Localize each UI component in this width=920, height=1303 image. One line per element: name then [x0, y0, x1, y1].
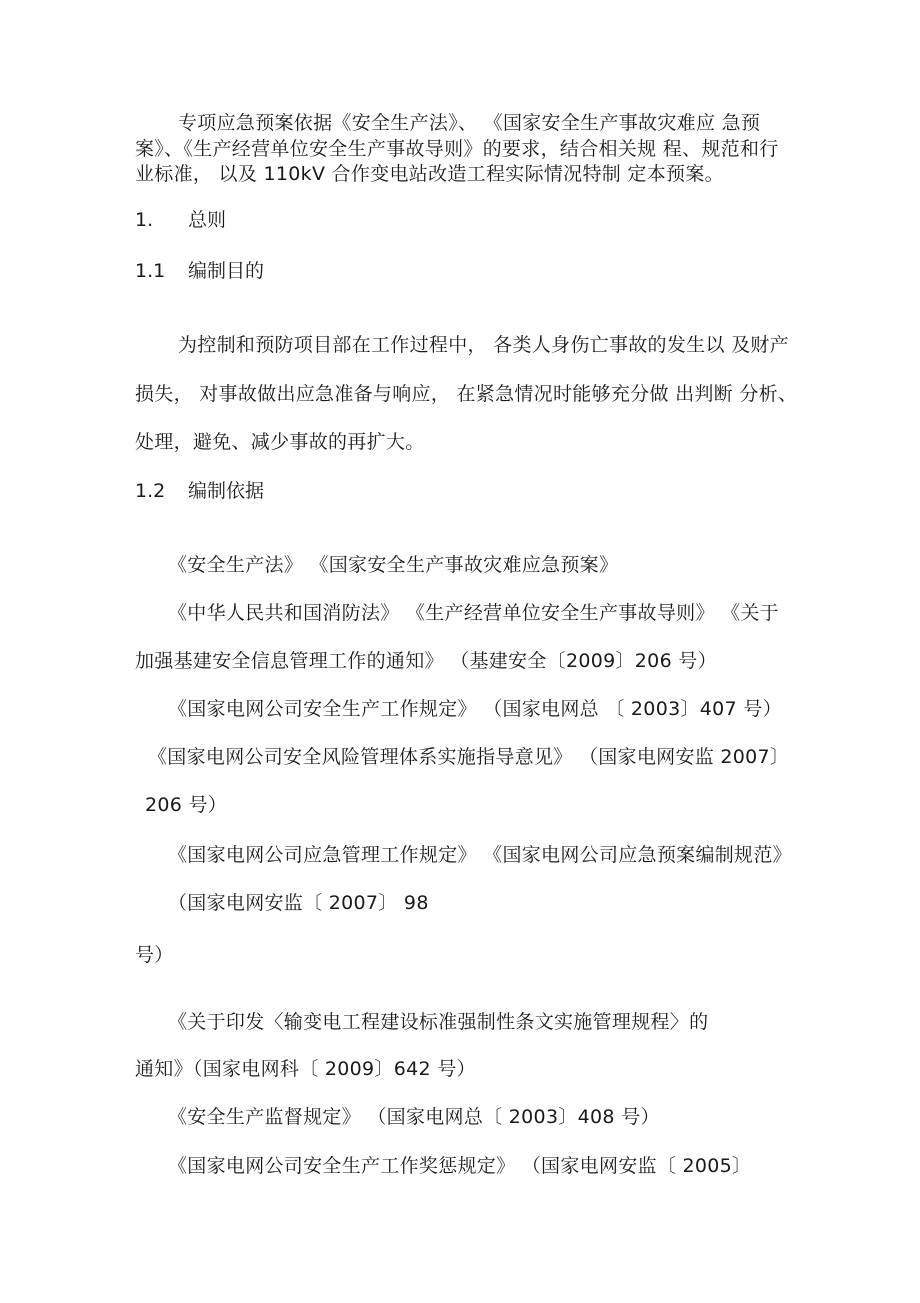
section-title: 编制目的	[188, 260, 265, 282]
reference-line: 《安全生产监督规定》 （国家电网总〔 2003〕408 号）	[168, 1106, 660, 1128]
purpose-line-2: 损失， 对事故做出应急准备与响应， 在紧急情况时能够充分做 出判断 分析、	[135, 383, 798, 405]
reference-line: （国家电网安监〔 2007〕 98	[168, 892, 429, 914]
reference-line: 加强基建安全信息管理工作的通知》 （基建安全〔2009〕206 号）	[135, 650, 717, 672]
section-title: 总则	[188, 209, 227, 231]
reference-line: 号）	[135, 944, 174, 966]
reference-line: 《国家电网公司安全风险管理体系实施指导意见》 （国家电网安监 2007〕	[148, 746, 790, 768]
reference-line: 通知》（国家电网科〔 2009〕642 号）	[135, 1058, 476, 1080]
intro-line-1: 专项应急预案依据《安全生产法》、 《国家安全生产事故灾难应 急预	[178, 112, 761, 134]
section-number: 1.1	[135, 260, 166, 282]
reference-line: 《国家电网公司安全生产工作规定》 （国家电网总 〔 2003〕407 号）	[168, 698, 782, 720]
purpose-line-1: 为控制和预防项目部在工作过程中， 各类人身伤亡事故的发生以 及财产	[178, 334, 789, 356]
intro-line-2: 案》、《生产经营单位安全生产事故导则》的要求，结合相关规 程、规范和行	[135, 138, 779, 160]
section-number: 1.	[135, 209, 154, 231]
reference-line: 《安全生产法》 《国家安全生产事故灾难应急预案》	[168, 554, 619, 576]
reference-line: 206 号）	[145, 794, 228, 816]
reference-line: 《中华人民共和国消防法》 《生产经营单位安全生产事故导则》 《关于	[168, 602, 779, 624]
intro-line-3: 业标准， 以及 110kV 合作变电站改造工程实际情况特制 定本预案。	[135, 163, 724, 185]
reference-line: 《国家电网公司应急管理工作规定》 《国家电网公司应急预案编制规范》	[168, 844, 792, 866]
section-number: 1.2	[135, 480, 166, 502]
purpose-line-3: 处理，避免、减少事故的再扩大。	[135, 431, 425, 453]
reference-line: 《关于印发〈输变电工程建设标准强制性条文实施管理规程〉的	[168, 1011, 709, 1033]
reference-line: 《国家电网公司安全生产工作奖惩规定》 （国家电网安监〔 2005〕	[168, 1155, 752, 1177]
section-title: 编制依据	[188, 480, 265, 502]
